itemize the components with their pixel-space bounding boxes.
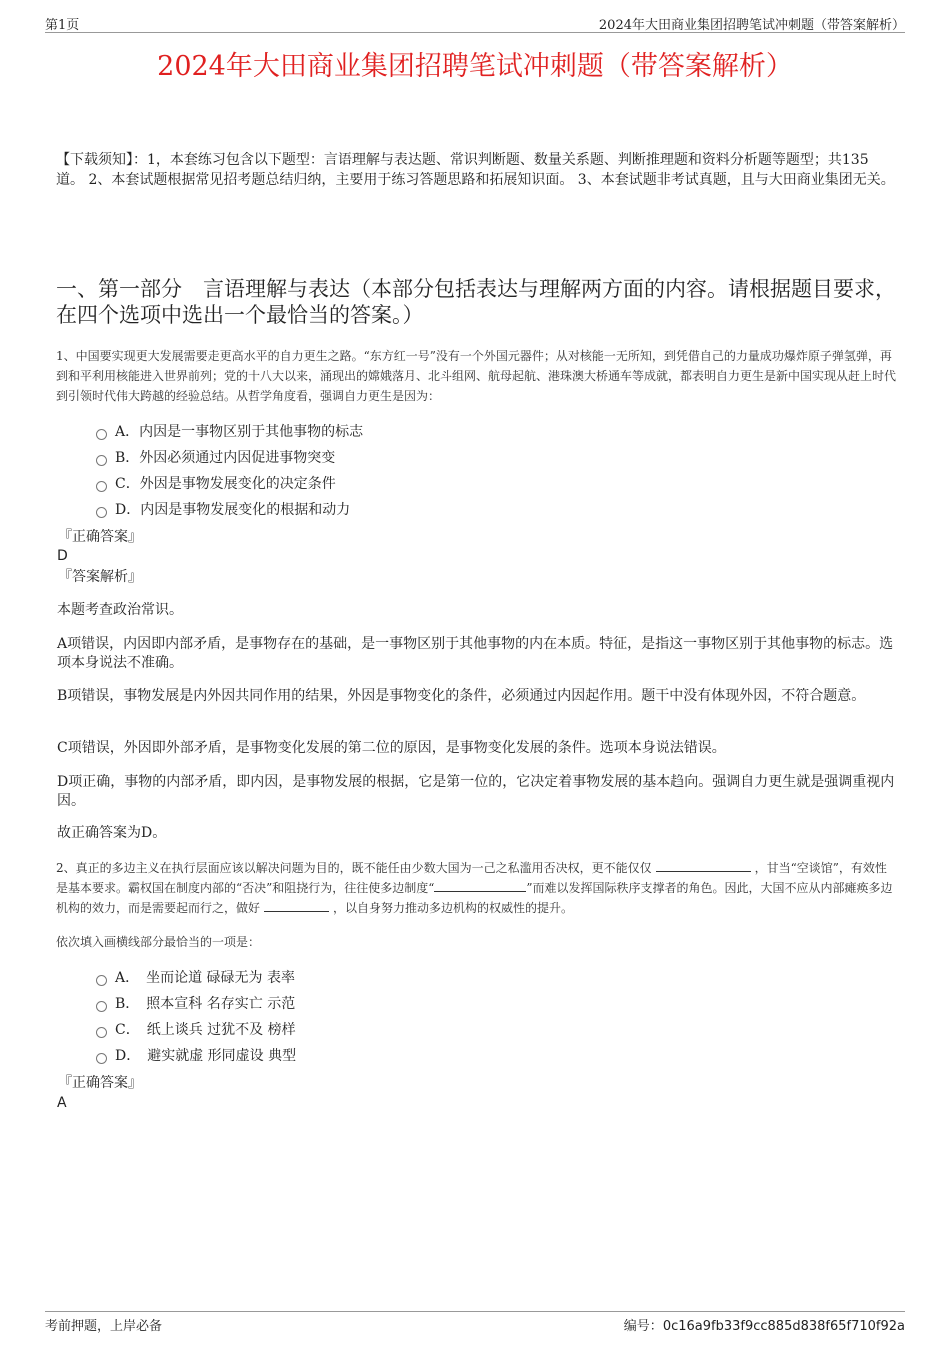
- radio-button[interactable]: [96, 481, 107, 492]
- question-1-options: [96, 419, 796, 523]
- page-header: [45, 14, 905, 33]
- fill-blank: [434, 878, 526, 892]
- analysis-paragraph: A项错误，内因即内部矛盾，是事物存在的基础，是一事物区别于其他事物的内在本质。特征，是指这一事物区别于其他事物的标志。选项本身说法不准确。: [57, 636, 894, 671]
- stem-text: 2、真正的多边主义在执行层面应该以解决问题为目的，既不能任由少数大国为一己之私滥用否决权，更不能仅仅: [56, 861, 652, 875]
- document-code: [624, 1315, 905, 1334]
- footer-slogan: 考前押题，上岸必备: [45, 1319, 163, 1334]
- analysis-paragraph: 故正确答案为D。: [57, 825, 167, 841]
- radio-button[interactable]: [96, 507, 107, 518]
- option-c[interactable]: [96, 1017, 796, 1043]
- question-2-prompt: 依次填入画横线部分最恰当的一项是：: [56, 935, 261, 949]
- option-b[interactable]: [96, 991, 796, 1017]
- radio-button[interactable]: [96, 1001, 107, 1012]
- correct-answer: D: [57, 548, 68, 564]
- section-heading: 一、第一部分 言语理解与表达（本部分包括表达与理解两方面的内容。请根据题目要求，在四个选项中选出一个最恰当的答案。）: [56, 277, 896, 327]
- header-doc-title: 2024年大田商业集团招聘笔试冲刺题（带答案解析）: [598, 18, 905, 33]
- option-d[interactable]: [96, 497, 796, 523]
- code-label: 编号：: [623, 1319, 663, 1334]
- question-1-stem: 1、中国要实现更大发展需要走更高水平的自力更生之路。“东方红一号”没有一个外国元器件；从对核能一无所知，到凭借自己的力量成功爆炸原子弹氢弹，再到和平利用核能进入世界前列；党的十八大以来，涌现出的嫦娥落月、北斗组网、航母起航、港珠澳大桥通车等成就，都表明自力更生是新中国实现从赶上时代到引领时代伟大跨越的经验总结。从哲学角度看，强调自力更生是因为：: [56, 349, 897, 403]
- page-title: 2024年大田商业集团招聘笔试冲刺题（带答案解析）: [157, 51, 793, 82]
- radio-button[interactable]: [96, 1027, 107, 1038]
- option-text: B． 照本宣科 名存实亡 示范: [115, 996, 296, 1012]
- option-b[interactable]: [96, 445, 796, 471]
- option-text: A． 坐而论道 碌碌无为 表率: [115, 970, 296, 986]
- correct-answer-label: 『正确答案』: [58, 1075, 142, 1091]
- download-notice: 【下载须知】：1，本套练习包含以下题型：言语理解与表达题、常识判断题、数量关系题、判断推理题和资料分析题等题型；共135道。 2、本套试题根据常见招考题总结归纳，主要用于练习答题思路和拓展知识面。 3、本套试题非考试真题，且与大田商业集团无关。: [56, 152, 895, 188]
- option-a[interactable]: [96, 419, 796, 445]
- option-d[interactable]: [96, 1043, 796, 1069]
- option-c[interactable]: [96, 471, 796, 497]
- analysis-label: 『答案解析』: [58, 569, 142, 585]
- stem-text: ，以自身努力推动多边机构的权威性的提升。: [333, 901, 574, 915]
- analysis-paragraph: D项正确，事物的内部矛盾，即内因，是事物发展的根据，它是第一位的，它决定着事物发展的基本趋向。强调自力更生就是强调重视内因。: [57, 774, 895, 809]
- radio-button[interactable]: [96, 975, 107, 986]
- option-text: D．内因是事物发展变化的根据和动力: [115, 502, 351, 518]
- option-text: C．外因是事物发展变化的决定条件: [115, 476, 336, 492]
- stem-text: ”而难以发挥国际秩序支撑者的角色。因此，大国不应从内部瘫痪多边机构的效力，而是需要起而行之，做好: [56, 881, 893, 915]
- analysis-paragraph: B项错误，事物发展是内外因共同作用的结果，外因是事物变化的条件，必须通过内因起作用。题干中没有体现外因，不符合题意。: [57, 688, 866, 704]
- stem-text: ，甘当“空谈馆”，有效性是基本要求。霸权国在制度内部的“否决”和阻挠行为，往往使多边制度“: [56, 861, 887, 895]
- radio-button[interactable]: [96, 1053, 107, 1064]
- option-text: B．外因必须通过内因促进事物突变: [115, 450, 336, 466]
- option-a[interactable]: [96, 965, 796, 991]
- analysis-paragraph: C项错误，外因即外部矛盾，是事物变化发展的第二位的原因，是事物变化发展的条件。选项本身说法错误。: [57, 740, 726, 756]
- analysis-paragraph: 本题考查政治常识。: [57, 602, 183, 618]
- radio-button[interactable]: [96, 455, 107, 466]
- radio-button[interactable]: [96, 429, 107, 440]
- page-footer: [45, 1311, 905, 1332]
- fill-blank: [656, 858, 751, 872]
- option-text: D． 避实就虚 形同虚设 典型: [115, 1048, 297, 1064]
- question-2-stem: [56, 858, 896, 918]
- question-2-options: [96, 965, 796, 1069]
- page-number: 第1页: [45, 18, 80, 33]
- correct-answer: A: [57, 1095, 67, 1111]
- correct-answer-label: 『正确答案』: [58, 529, 142, 545]
- option-text: A．内因是一事物区别于其他事物的标志: [115, 424, 364, 440]
- option-text: C． 纸上谈兵 过犹不及 榜样: [115, 1022, 296, 1038]
- fill-blank: [264, 898, 329, 912]
- code-value: 0c16a9fb33f9cc885d838f65f710f92a: [662, 1319, 905, 1334]
